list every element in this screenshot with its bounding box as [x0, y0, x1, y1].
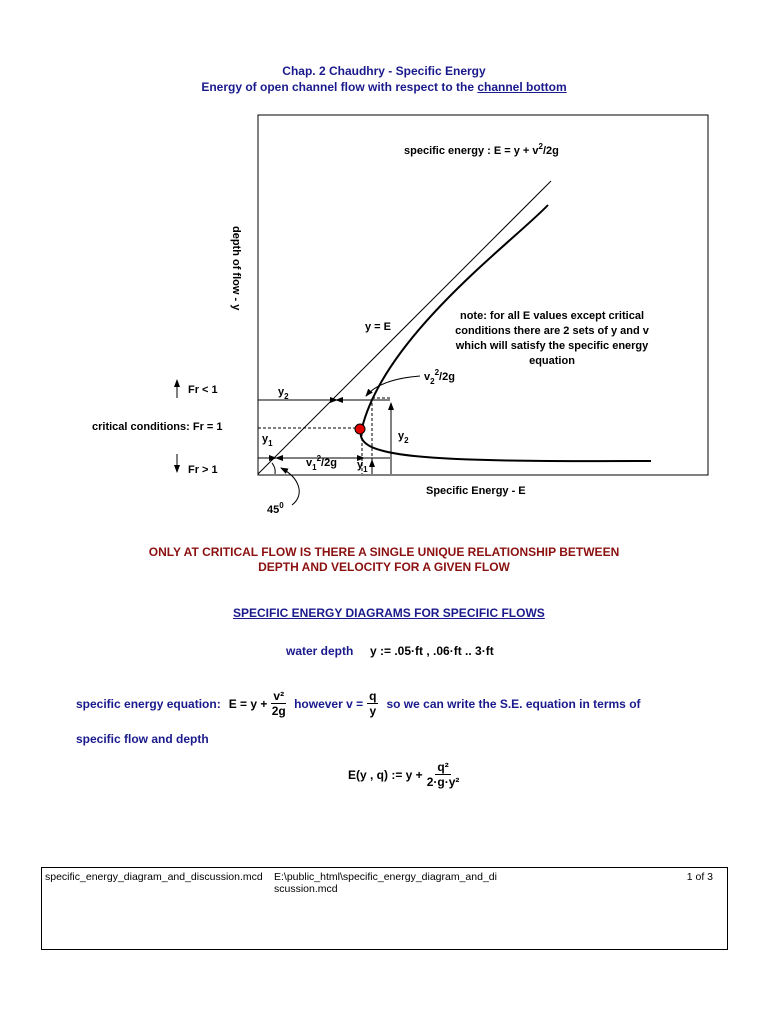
angle-label: $45^0$	[267, 501, 284, 516]
se-label: specific energy equation:	[76, 696, 221, 711]
v2-callout	[366, 376, 420, 396]
v-numerator: q	[369, 689, 377, 703]
statement-line-1: ONLY AT CRITICAL FLOW IS THERE A SINGLE UNIQUE RELATIONSHIP BETWEEN	[148, 545, 620, 559]
y1-left-label: $y_1$	[262, 433, 273, 448]
footer-file-path: E:\public_html\specific_energy_diagram_and_discussion.mcd	[274, 871, 497, 895]
fr-critical-label: critical conditions: Fr = 1	[92, 421, 223, 433]
se-denominator: 2g	[271, 704, 286, 718]
y1-right-label: $y_1$	[357, 459, 368, 474]
title-line-1: Chap. 2 Chaudhry - Specific Energy	[282, 64, 486, 78]
v2-label: $v_2^2/2g$	[424, 368, 455, 386]
x-axis-label: Specific Energy - E	[426, 485, 526, 497]
se-fraction	[271, 689, 286, 718]
se-numerator: v²	[273, 689, 285, 703]
statement-line-2: DEPTH AND VELOCITY FOR A GIVEN FLOW	[258, 560, 510, 574]
y2-left-label: $y_2$	[278, 386, 289, 401]
water-depth-expression: y := .05·ft , .06·ft .. 3·ft	[370, 644, 494, 658]
y-axis-label: depth of flow - y	[230, 226, 242, 311]
diagram-frame	[258, 115, 708, 475]
water-depth-label: water depth	[286, 644, 354, 658]
footer-file-name: specific_energy_diagram_and_discussion.mcd	[45, 871, 263, 883]
e-yq-equation	[348, 760, 463, 789]
eq-denominator: 2·g·y²	[426, 775, 460, 789]
v-fraction	[367, 689, 378, 718]
se-lhs: E = y +	[228, 696, 268, 711]
footer-page-number: 1 of 3	[686, 871, 713, 883]
so-text: so we can write the S.E. equation in terms of	[386, 696, 641, 711]
angle-callout	[281, 468, 299, 505]
however-text: however v =	[294, 696, 364, 711]
channel-bottom-link[interactable]: channel bottom	[477, 80, 567, 94]
v1-label: $v_1^2/2g$	[306, 454, 337, 472]
se-equation-row	[76, 689, 641, 718]
y2-right-label: $y_2$	[398, 430, 409, 445]
eq-lhs: E(y , q) := y +	[348, 767, 423, 782]
equation-label: specific energy : $E = y + v^2/2g$	[404, 142, 559, 157]
eq-fraction	[427, 760, 460, 789]
note-text: note: for all E values except critical conditions there are 2 sets of y and v which will satisfy the specific energy equation	[455, 310, 649, 367]
se-line-2: specific flow and depth	[76, 732, 209, 746]
section-heading: SPECIFIC ENERGY DIAGRAMS FOR SPECIFIC FLOWS	[233, 606, 545, 620]
fr-more-label: Fr > 1	[188, 464, 218, 476]
angle-arc	[272, 463, 275, 474]
fr-less-label: Fr < 1	[188, 384, 218, 396]
critical-point	[355, 424, 365, 434]
title-line-2-prefix: Energy of open channel flow with respect to the	[201, 80, 478, 94]
v-denominator: y	[369, 704, 377, 718]
y-equals-e-label: y = E	[365, 321, 391, 333]
eq-numerator: q²	[437, 760, 449, 774]
footer-box	[41, 867, 728, 950]
